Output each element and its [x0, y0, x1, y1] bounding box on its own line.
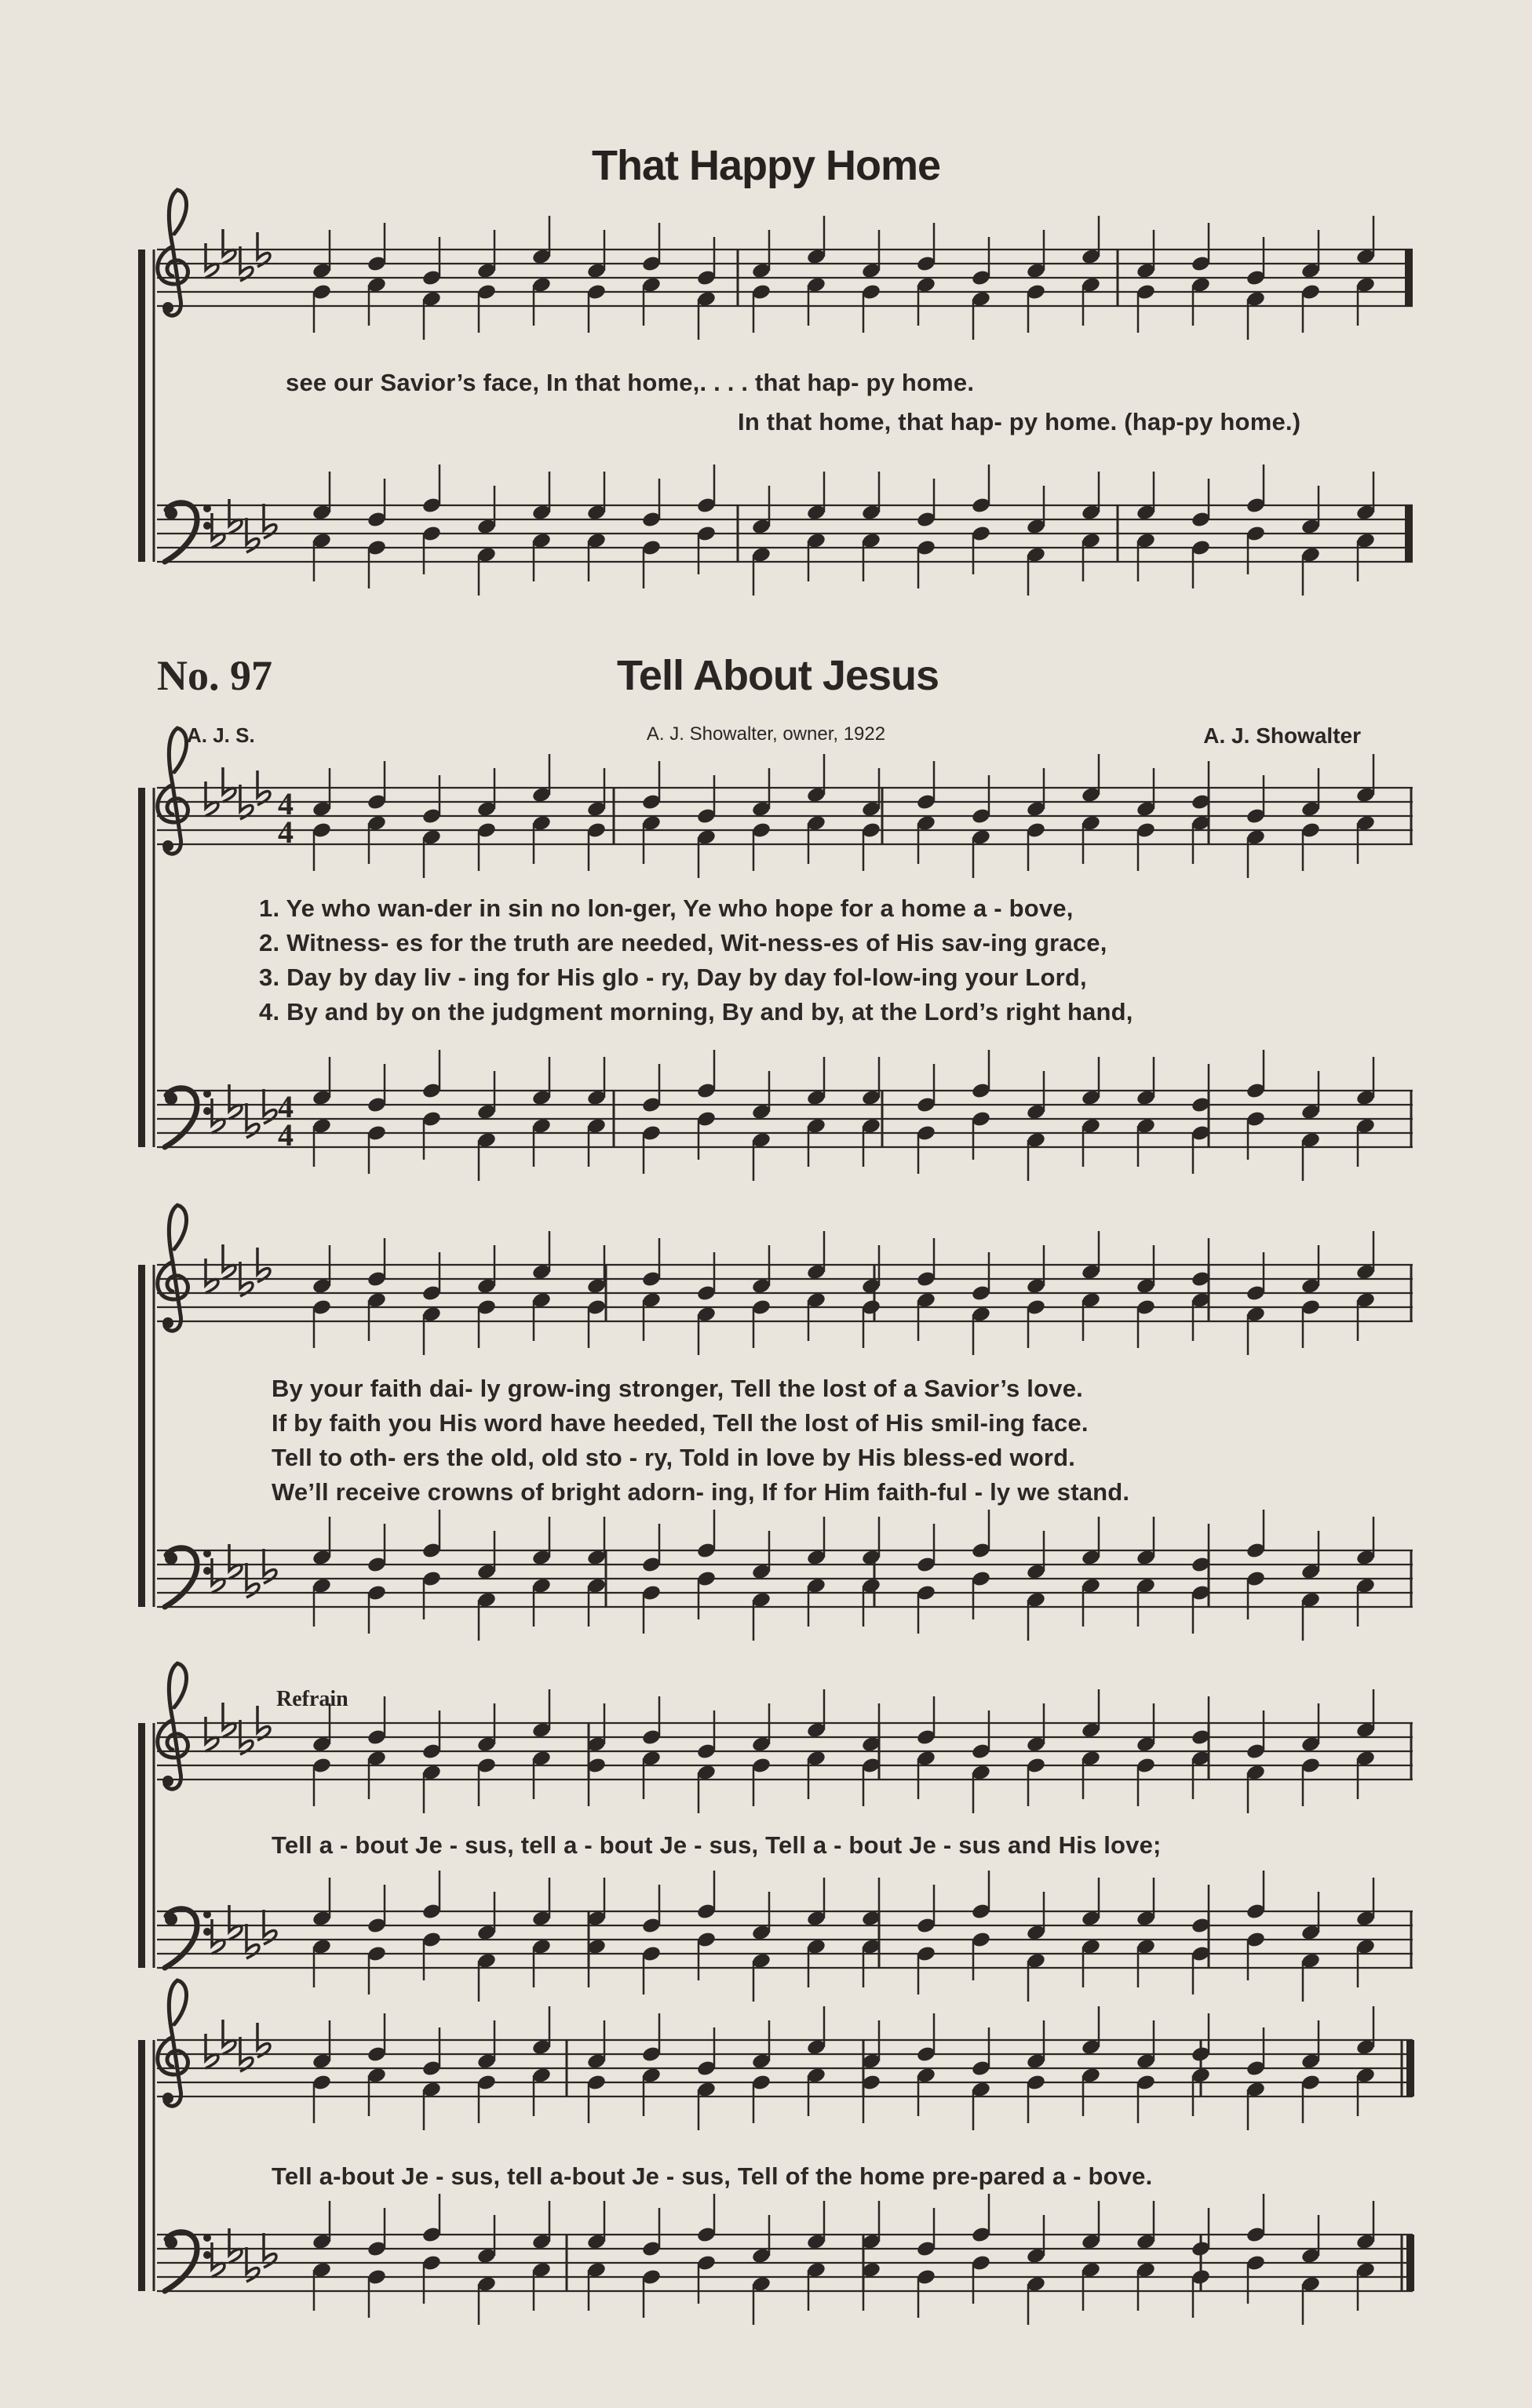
verse-4-line-b: We’ll receive crowns of bright adorn- ing, If for Him faith-ful - ly we stand.	[272, 1478, 1130, 1506]
svg-text:4: 4	[278, 1089, 294, 1124]
copyright-credit: A. J. Showalter, owner, 1922	[646, 723, 886, 745]
hymn-title: Tell About Jesus	[616, 652, 939, 699]
previous-hymn-treble-staff	[157, 190, 1413, 315]
svg-text:4: 4	[278, 814, 294, 850]
verse-2-line-a: 2. Witness- es for the truth are needed, Wit-ness-es of His sav-ing grace,	[259, 929, 1107, 956]
hymn-number: No. 97	[157, 652, 272, 699]
svg-text:4: 4	[278, 786, 294, 821]
note-heads	[312, 216, 1376, 2325]
svg-text:4: 4	[278, 1117, 294, 1153]
words-credit: A. J. S.	[187, 723, 255, 747]
refrain-lyrics-line-2: Tell a-bout Je - sus, tell a-bout Je - sus, Tell of the home pre-pared a - bove.	[272, 2162, 1153, 2190]
music-credit: A. J. Showalter	[1203, 723, 1361, 748]
previous-hymn-lyrics-line-2: In that home, that hap- py home. (hap-py home.)	[738, 408, 1301, 435]
verse-1-line-a: 1. Ye who wan-der in sin no lon-ger, Ye who hope for a home a - bove,	[259, 894, 1074, 922]
refrain-label: Refrain	[276, 1687, 348, 1711]
verse-3-line-b: Tell to oth- ers the old, old sto - ry, Told in love by His bless-ed word.	[272, 1444, 1076, 1471]
verse-2-line-b: If by faith you His word have heeded, Tell the lost of His smil-ing face.	[272, 1409, 1089, 1437]
verse-3-line-a: 3. Day by day liv - ing for His glo - ry, Day by day fol-low-ing your Lord,	[259, 964, 1087, 991]
previous-hymn-title: That Happy Home	[591, 142, 941, 189]
previous-hymn-lyrics-line-1: see our Savior’s face, In that home,. . . . that hap- py home.	[286, 369, 975, 396]
previous-hymn-bass-staff	[157, 499, 1413, 562]
verse-4-line-a: 4. By and by on the judgment morning, By and by, at the Lord’s right hand,	[259, 998, 1133, 1025]
refrain-lyrics-line-1: Tell a - bout Je - sus, tell a - bout Je - sus, Tell a - bout Je - sus and His love;	[272, 1831, 1162, 1859]
verse-1-line-b: By your faith dai- ly grow-ing stronger, Tell the lost of a Savior’s love.	[272, 1375, 1083, 1402]
